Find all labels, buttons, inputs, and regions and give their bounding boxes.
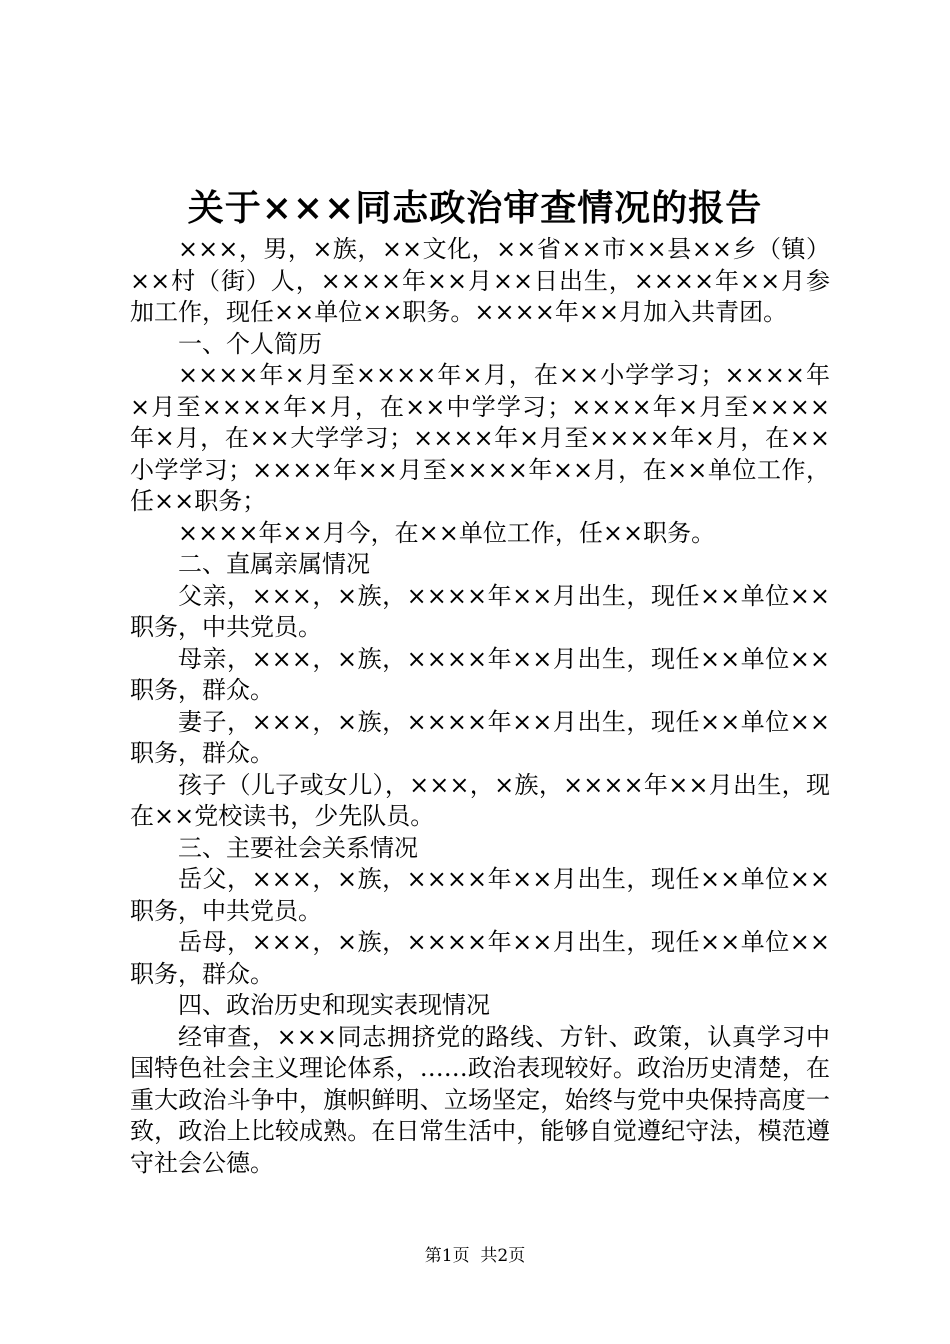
social-mother-in-law-paragraph: 岳母，×××，×族，××××年××月出生，现任××单位××职务，群众。 [130,928,830,988]
document-title: 关于×××同志政治审查情况的报告 [187,187,763,229]
document-body [130,234,830,1179]
section-heading-political: 四、政治历史和现实表现情况 [178,991,490,1019]
political-review-paragraph: 经审查，×××同志拥挤党的路线、方针、政策，认真学习中国特色社会主义理论体系，……政治表现较好。政治历史清楚，在重大政治斗争中，旗帜鲜明、立场坚定，始终与党中央保持高度一致，政治上比较成熟。在日常生活中，能够自觉遵纪守法，模范遵守社会公德。 [130,1022,830,1177]
relative-wife-paragraph: 妻子，×××，×族，××××年××月出生，现任××单位××职务，群众。 [130,707,830,767]
section-heading-relatives: 二、直属亲属情况 [178,550,370,578]
relative-child-paragraph: 孩子（儿子或女儿），×××，×族，××××年××月出生，现在××党校读书，少先队员。 [130,770,830,830]
relative-father-paragraph: 父亲，×××，×族，××××年××月出生，现任××单位××职务，中共党员。 [130,581,830,641]
resume-paragraph: ××××年×月至××××年×月，在××小学学习；××××年×月至××××年×月，在××中学学习；××××年×月至××××年×月，在××大学学习；××××年×月至××××年×月，在××小学学习；××××年××月至××××年××月，在××单位工作，任××职务； [130,361,830,515]
page-number: 第1页 共2页 [424,1246,526,1266]
page-footer [0,1244,950,1268]
section-heading-resume: 一、个人简历 [178,329,322,358]
resume-current-paragraph: ××××年××月今，在××单位工作，任××职务。 [178,518,716,547]
relative-mother-paragraph: 母亲，×××，×族，××××年××月出生，现任××单位××职务，群众。 [130,644,830,704]
intro-paragraph: ×××，男，×族，××文化，××省××市××县××乡（镇）××村（街）人，××××年××月××日出生，××××年××月参加工作，现任××单位××职务。××××年××月加入共青团。 [130,235,830,326]
section-heading-social: 三、主要社会关系情况 [178,833,418,862]
social-father-in-law-paragraph: 岳父，×××，×族，××××年××月出生，现任××单位××职务，中共党员。 [130,865,830,925]
